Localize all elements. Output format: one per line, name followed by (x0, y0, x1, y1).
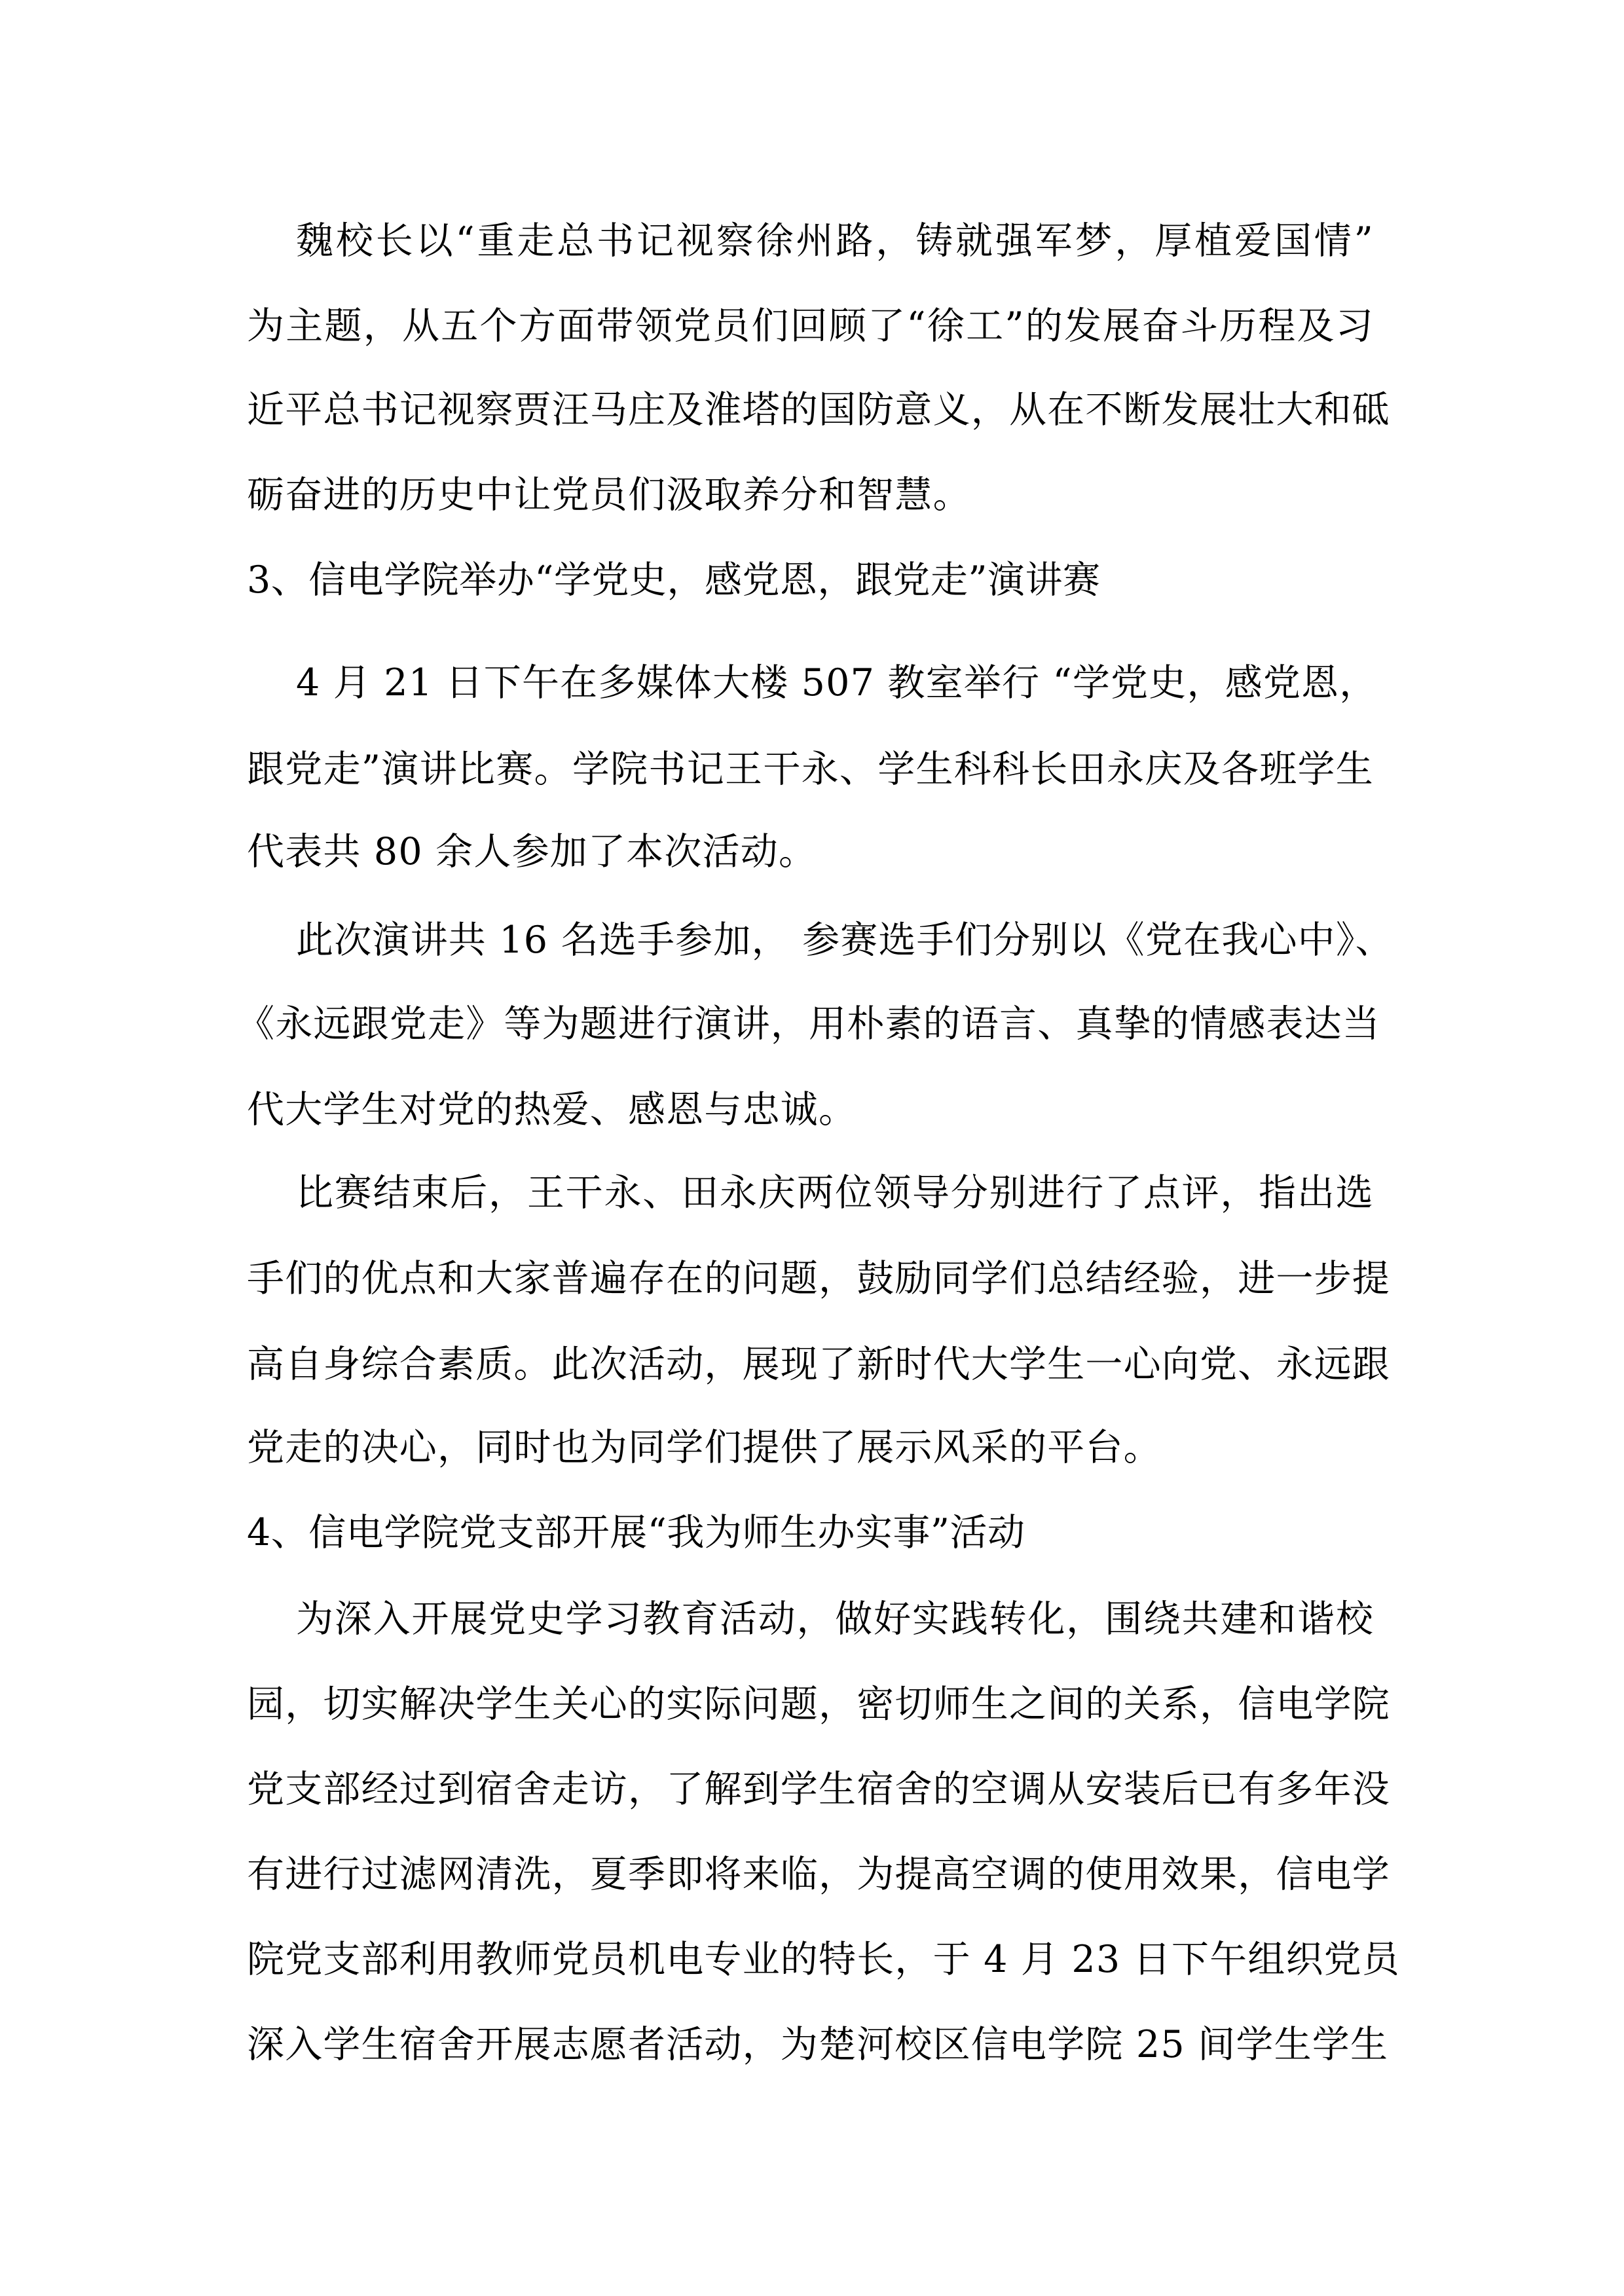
paragraph-line: 跟党走”演讲比赛。学院书记王干永、学生科科长田永庆及各班学生 (247, 748, 1374, 791)
paragraph-line: 代大学生对党的热爱、感恩与忠诚。 (247, 1088, 857, 1131)
paragraph-line: 院党支部利用教师党员机电专业的特长，于 4 月 23 日下午组织党员 (247, 1938, 1401, 1981)
paragraph-line: 党走的决心，同时也为同学们提供了展示风采的平台。 (247, 1426, 1162, 1469)
paragraph-line: 园，切实解决学生关心的实际问题，密切师生之间的关系，信电学院 (247, 1683, 1390, 1726)
paragraph-line: 4 月 21 日下午在多媒体大楼 507 教室举行 “学党史，感党恩， (296, 661, 1378, 704)
paragraph-line: 有进行过滤网清洗，夏季即将来临，为提高空调的使用效果，信电学 (247, 1853, 1390, 1896)
paragraph-line: 比赛结束后，王干永、田永庆两位领导分别进行了点评，指出选 (296, 1171, 1374, 1214)
paragraph-line: 为深入开展党史学习教育活动，做好实践转化，围绕共建和谐校 (296, 1597, 1374, 1641)
paragraph-line: 砺奋进的历史中让党员们汲取养分和智慧。 (247, 473, 971, 517)
paragraph-line: 为主题，从五个方面带领党员们回顾了“徐工”的发展奋斗历程及习 (247, 304, 1374, 348)
paragraph-line: 代表共 80 余人参加了本次活动。 (247, 830, 817, 873)
paragraph-line: 魏校长以“重走总书记视察徐州路，铸就强军梦，厚植爱国情” (296, 219, 1374, 263)
paragraph-line: 近平总书记视察贾汪马庄及淮塔的国防意义，从在不断发展壮大和砥 (247, 388, 1390, 431)
paragraph-line: 党支部经过到宿舍走访，了解到学生宿舍的空调从安装后已有多年没 (247, 1768, 1390, 1811)
paragraph-line: 高自身综合素质。此次活动，展现了新时代大学生一心向党、永远跟 (247, 1343, 1390, 1386)
paragraph-line: 《永远跟党走》等为题进行演讲，用朴素的语言、真挚的情感表达当 (237, 1002, 1380, 1046)
section-heading-3: 3、信电学院举办“学党史，感党恩，跟党走”演讲赛 (247, 558, 1101, 602)
paragraph-line: 手们的优点和大家普遍存在的问题，鼓励同学们总结经验，进一步提 (247, 1257, 1390, 1300)
paragraph-line: 此次演讲共 16 名选手参加， 参赛选手们分别以《党在我心中》、 (296, 919, 1393, 962)
section-heading-4: 4、信电学院党支部开展“我为师生办实事”活动 (247, 1511, 1025, 1554)
paragraph-line: 深入学生宿舍开展志愿者活动，为楚河校区信电学院 25 间学生学生 (247, 2023, 1389, 2066)
